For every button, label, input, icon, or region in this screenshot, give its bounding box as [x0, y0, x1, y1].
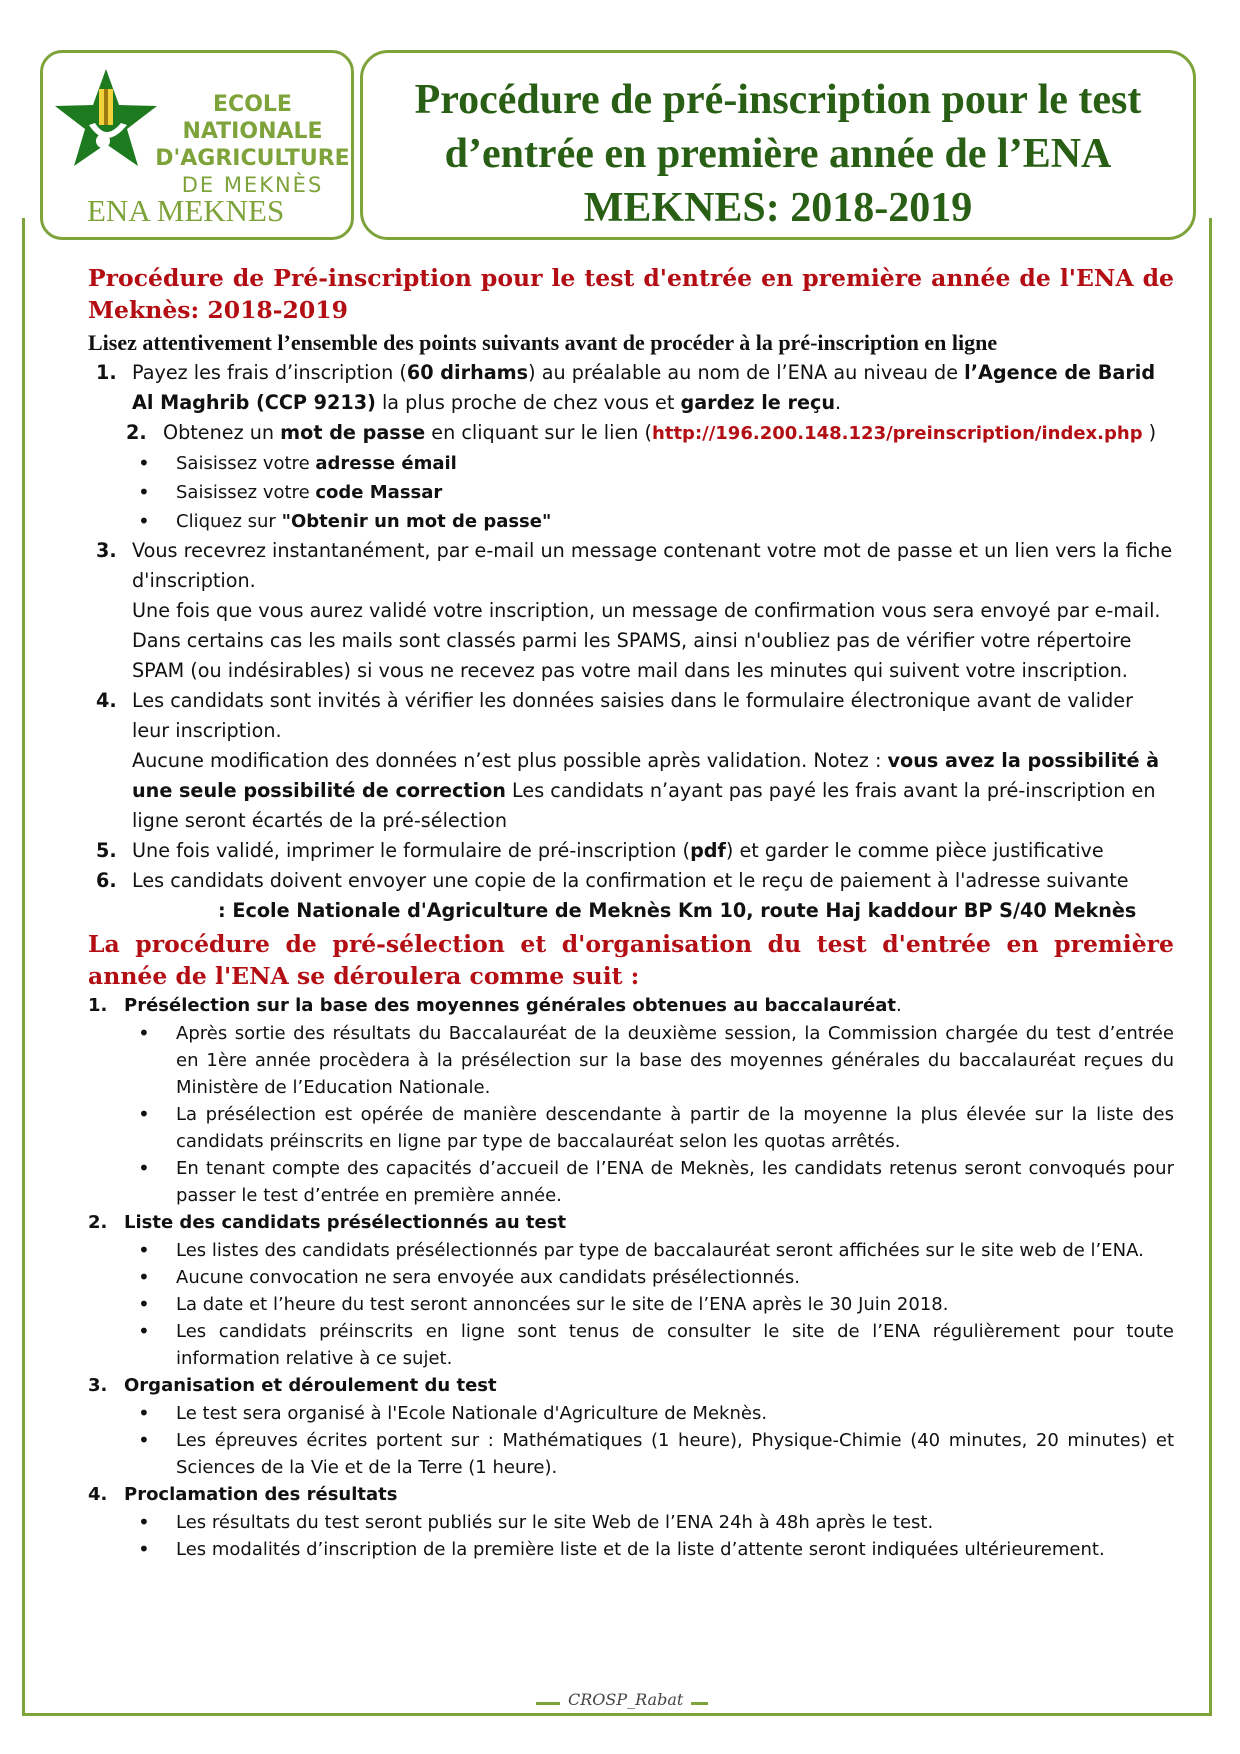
step-text: Aucune modification des données n’est plus possible après validation. Notez :	[132, 749, 888, 772]
selection-number: 2.	[88, 1212, 108, 1233]
step-5	[88, 836, 1174, 866]
preinscription-steps	[88, 358, 1174, 418]
section1-heading: Procédure de Pré-inscription pour le test d'entrée en première année de l'ENA de Meknès: 2018-2019	[88, 264, 1174, 324]
list-item: • La présélection est opérée de manière descendante à partir de la moyenne la plus élevée sur la liste des candidats préinscrits en ligne par type de baccalauréat selon les quotas arrêtés.	[124, 1101, 1174, 1155]
step-text: Les candidats sont invités à vérifier les données saisies dans le formulaire électronique avant de valider leur inscription.	[132, 689, 1133, 742]
bullet-emphasis: "Obtenir un mot de passe"	[281, 511, 552, 532]
selection-title: Proclamation des résultats	[124, 1484, 398, 1505]
step-4	[88, 686, 1174, 836]
list-item: • Aucune convocation ne sera envoyée aux candidats présélectionnés.	[124, 1264, 1174, 1291]
title-box	[360, 50, 1196, 240]
bullet-emphasis: adresse émail	[315, 453, 457, 474]
list-item: • Le test sera organisé à l'Ecole Nationale d'Agriculture de Meknès.	[124, 1400, 1174, 1427]
step-number: 5.	[96, 839, 117, 862]
document-body	[88, 262, 1174, 1563]
school-name	[155, 91, 350, 199]
instruction-line: Lisez attentivement l’ensemble des points suivants avant de procéder à la pré-inscription en ligne	[88, 330, 998, 355]
selection-steps	[88, 992, 1174, 1563]
step-text: en cliquant sur le lien (	[425, 421, 653, 444]
step-text: Vous recevrez instantanément, par e-mail un message contenant votre mot de passe et un lien vers la fiche d'inscription.	[132, 539, 1173, 592]
step-text: Une fois que vous aurez validé votre inscription, un message de confirmation vous sera envoyé par e-mail. Dans certains cas les mails sont classés parmi les SPAMS, ainsi n'oubliez pas de vérifier votre répertoire SPAM (ou indésirables) si vous ne recevez pas votre mail dans les minutes qui suivent votre inscription.	[132, 599, 1161, 682]
ena-star-logo-icon	[51, 65, 161, 175]
list-item	[88, 507, 1174, 536]
list-item: • Les listes des candidats présélectionnés par type de baccalauréat seront affichées sur le site web de l’ENA.	[124, 1237, 1174, 1264]
page-title: Procédure de pré-inscription pour le test d’entrée en première année de l’ENA MEKNES: 2018-2019	[414, 77, 1142, 231]
selection-bullets	[124, 1509, 1174, 1563]
list-item	[88, 478, 1174, 507]
bullet-emphasis: code Massar	[315, 482, 443, 503]
bullet-text: Cliquez sur	[176, 511, 282, 532]
step-text-group	[132, 746, 1174, 836]
step-text: Une fois validé, imprimer le formulaire de pré-inscription (	[132, 839, 691, 862]
agency-name: l’Agence de Barid Al Maghrib (CCP 9213)	[132, 361, 1156, 414]
step-3	[88, 536, 1174, 686]
step-1	[88, 358, 1174, 418]
step-text: Payez les frais d’inscription (	[132, 361, 407, 384]
selection-bullets	[124, 1237, 1174, 1372]
step-text: )	[1142, 421, 1157, 444]
step-number: 1.	[96, 361, 117, 384]
bullet-text: Saisissez votre	[176, 453, 316, 474]
selection-title: Présélection sur la base des moyennes générales obtenues au baccalauréat	[124, 995, 896, 1016]
correction-note: vous avez la possibilité à une seule possibilité de correction	[132, 749, 1160, 802]
list-item: • Les modalités d’inscription de la première liste et de la liste d’attente seront indiquées ultérieurement.	[124, 1536, 1174, 1563]
selection-title-suffix: .	[896, 995, 902, 1016]
selection-item	[88, 1209, 1174, 1372]
list-item	[88, 449, 1174, 478]
selection-item	[88, 1481, 1174, 1563]
selection-title: Liste des candidats présélectionnés au test	[124, 1212, 567, 1233]
list-item: • La date et l’heure du test seront annoncées sur le site de l’ENA après le 30 Juin 2018.	[124, 1291, 1174, 1318]
step2-bullets	[88, 449, 1174, 536]
keep-receipt: gardez le reçu	[680, 391, 835, 414]
list-item: • Les résultats du test seront publiés sur le site Web de l’ENA 24h à 48h après le test.	[124, 1509, 1174, 1536]
step-text: Obtenez un	[163, 421, 281, 444]
section2-heading: La procédure de pré-sélection et d'organisation du test d'entrée en première année de l'ENA se déroulera comme suit :	[88, 930, 1174, 990]
step-text: ) et garder le comme pièce justificative	[725, 839, 1104, 862]
step-text: la plus proche de chez vous et	[375, 391, 681, 414]
selection-bullets	[124, 1400, 1174, 1481]
selection-item	[88, 1372, 1174, 1481]
selection-number: 1.	[88, 995, 108, 1016]
school-name-line3: DE MEKNÈS	[181, 173, 324, 197]
preinscription-steps-3	[88, 536, 1174, 896]
preinscription-steps-2	[88, 418, 1174, 449]
selection-bullets	[124, 1020, 1174, 1209]
step-number: 3.	[96, 539, 117, 562]
list-item: • En tenant compte des capacités d’accueil de l’ENA de Meknès, les candidats retenus seront convoqués pour passer le test d’entrée en première année.	[124, 1155, 1174, 1209]
step-2	[88, 418, 1174, 449]
password-term: mot de passe	[280, 421, 426, 444]
school-short-name: ENA MEKNES	[87, 193, 285, 228]
mailing-address: : Ecole Nationale d'Agriculture de Meknès Km 10, route Haj kaddour BP S/40 Meknès	[218, 899, 1137, 922]
selection-title: Organisation et déroulement du test	[124, 1375, 497, 1396]
step-number: 6.	[96, 869, 117, 892]
step-text: ) au préalable au nom de l’ENA au niveau de	[528, 361, 965, 384]
fee-amount: 60 dirhams	[406, 361, 529, 384]
school-name-line1: ECOLE NATIONALE	[182, 92, 323, 144]
step-text: Les candidats n’ayant pas payé les frais avant la pré-inscription en ligne seront écartés de la pré-sélection	[132, 779, 1156, 832]
selection-item	[88, 992, 1174, 1209]
school-name-line2: D'AGRICULTURE	[155, 146, 350, 171]
list-item: • Les épreuves écrites portent sur : Mathématiques (1 heure), Physique-Chimie (40 minutes, 20 minutes) et Sciences de la Vie et de la Terre (1 heure).	[124, 1427, 1174, 1481]
preinscription-link[interactable]: http://196.200.148.123/preinscription/index.php	[652, 423, 1143, 444]
step-number: 4.	[96, 689, 117, 712]
logo-box	[40, 50, 354, 240]
list-item: • Après sortie des résultats du Baccalauréat de la deuxième session, la Commission chargée du test d’entrée en 1ère année procèdera à la présélection sur la base des moyennes générales du baccalauréat reçues du Ministère de l’Education Nationale.	[124, 1020, 1174, 1101]
bullet-text: Saisissez votre	[176, 482, 316, 503]
selection-number: 4.	[88, 1484, 108, 1505]
step-6	[88, 866, 1174, 896]
footer-mark: CROSP_Rabat	[560, 1690, 691, 1709]
step-text: .	[835, 391, 842, 414]
pdf-term: pdf	[690, 839, 726, 862]
list-item: • Les candidats préinscrits en ligne sont tenus de consulter le site de l’ENA régulièrement pour toute information relative à ce sujet.	[124, 1318, 1174, 1372]
step-text: Les candidats doivent envoyer une copie de la confirmation et le reçu de paiement à l'adresse suivante	[132, 869, 1129, 892]
step-number: 2.	[126, 421, 147, 444]
selection-number: 3.	[88, 1375, 108, 1396]
